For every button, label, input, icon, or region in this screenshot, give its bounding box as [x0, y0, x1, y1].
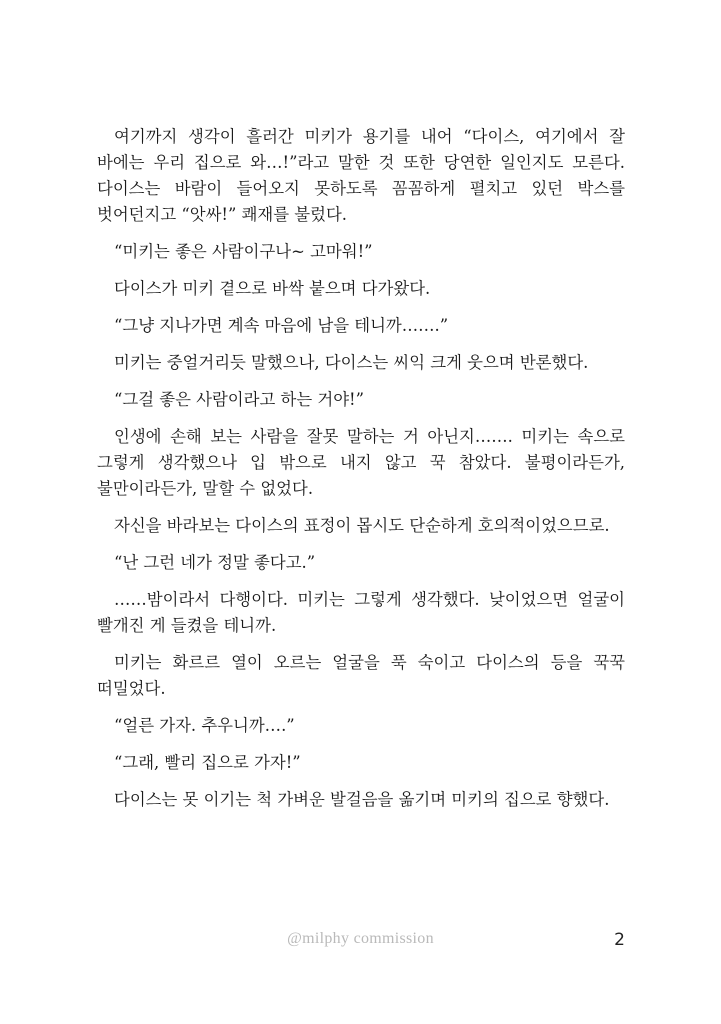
- paragraph: 인생에 손해 보는 사람을 잘못 말하는 거 아닌지……. 미키는 속으로 그렇게 생각했으나 입 밖으로 내지 않고 꾹 참았다. 불평이라든가, 불만이라든가, 말할 수 없었다.: [97, 427, 625, 498]
- footer-credit: @milphy commission: [287, 930, 434, 947]
- paragraph: 자신을 바라보는 다이스의 표정이 몹시도 단순하게 호의적이었으므로.: [114, 516, 610, 535]
- paragraph: “그냥 지나가면 계속 마음에 남을 테니까…….”: [114, 316, 449, 335]
- paragraph: “얼른 가자. 추우니까….”: [114, 716, 295, 735]
- paragraph: 여기까지 생각이 흘러간 미키가 용기를 내어 “다이스, 여기에서 잘 바에는 우리 집으로 와…!”라고 말한 것 또한 당연한 일인지도 모른다. 다이스는 바람이 들어오지 못하도록 꼼꼼하게 펼치고 있던 박스를 벗어던지고 “앗싸!” 쾌재를 불렀다.: [97, 127, 625, 224]
- paragraph: “난 그런 네가 정말 좋다고.”: [114, 553, 316, 572]
- paragraph: “그래, 빨리 집으로 가자!”: [114, 753, 301, 772]
- page-number: 2: [614, 930, 625, 950]
- paragraph: 다이스는 못 이기는 척 가벼운 발걸음을 옮기며 미키의 집으로 향했다.: [114, 790, 610, 809]
- paragraph: 다이스가 미키 곁으로 바싹 붙으며 다가왔다.: [114, 279, 431, 298]
- paragraph: “미키는 좋은 사람이구나~ 고마워!”: [114, 242, 373, 261]
- paragraph: 미키는 화르르 열이 오르는 얼굴을 푹 숙이고 다이스의 등을 꾹꾹 떠밀었다.: [97, 653, 625, 698]
- paragraph: 미키는 중얼거리듯 말했으나, 다이스는 씨익 크게 웃으며 반론했다.: [114, 353, 589, 372]
- paragraph: ……밤이라서 다행이다. 미키는 그렇게 생각했다. 낮이었으면 얼굴이 빨개진 게 들켰을 테니까.: [97, 590, 625, 635]
- paragraph: “그걸 좋은 사람이라고 하는 거야!”: [114, 390, 365, 409]
- body-text: [97, 124, 625, 824]
